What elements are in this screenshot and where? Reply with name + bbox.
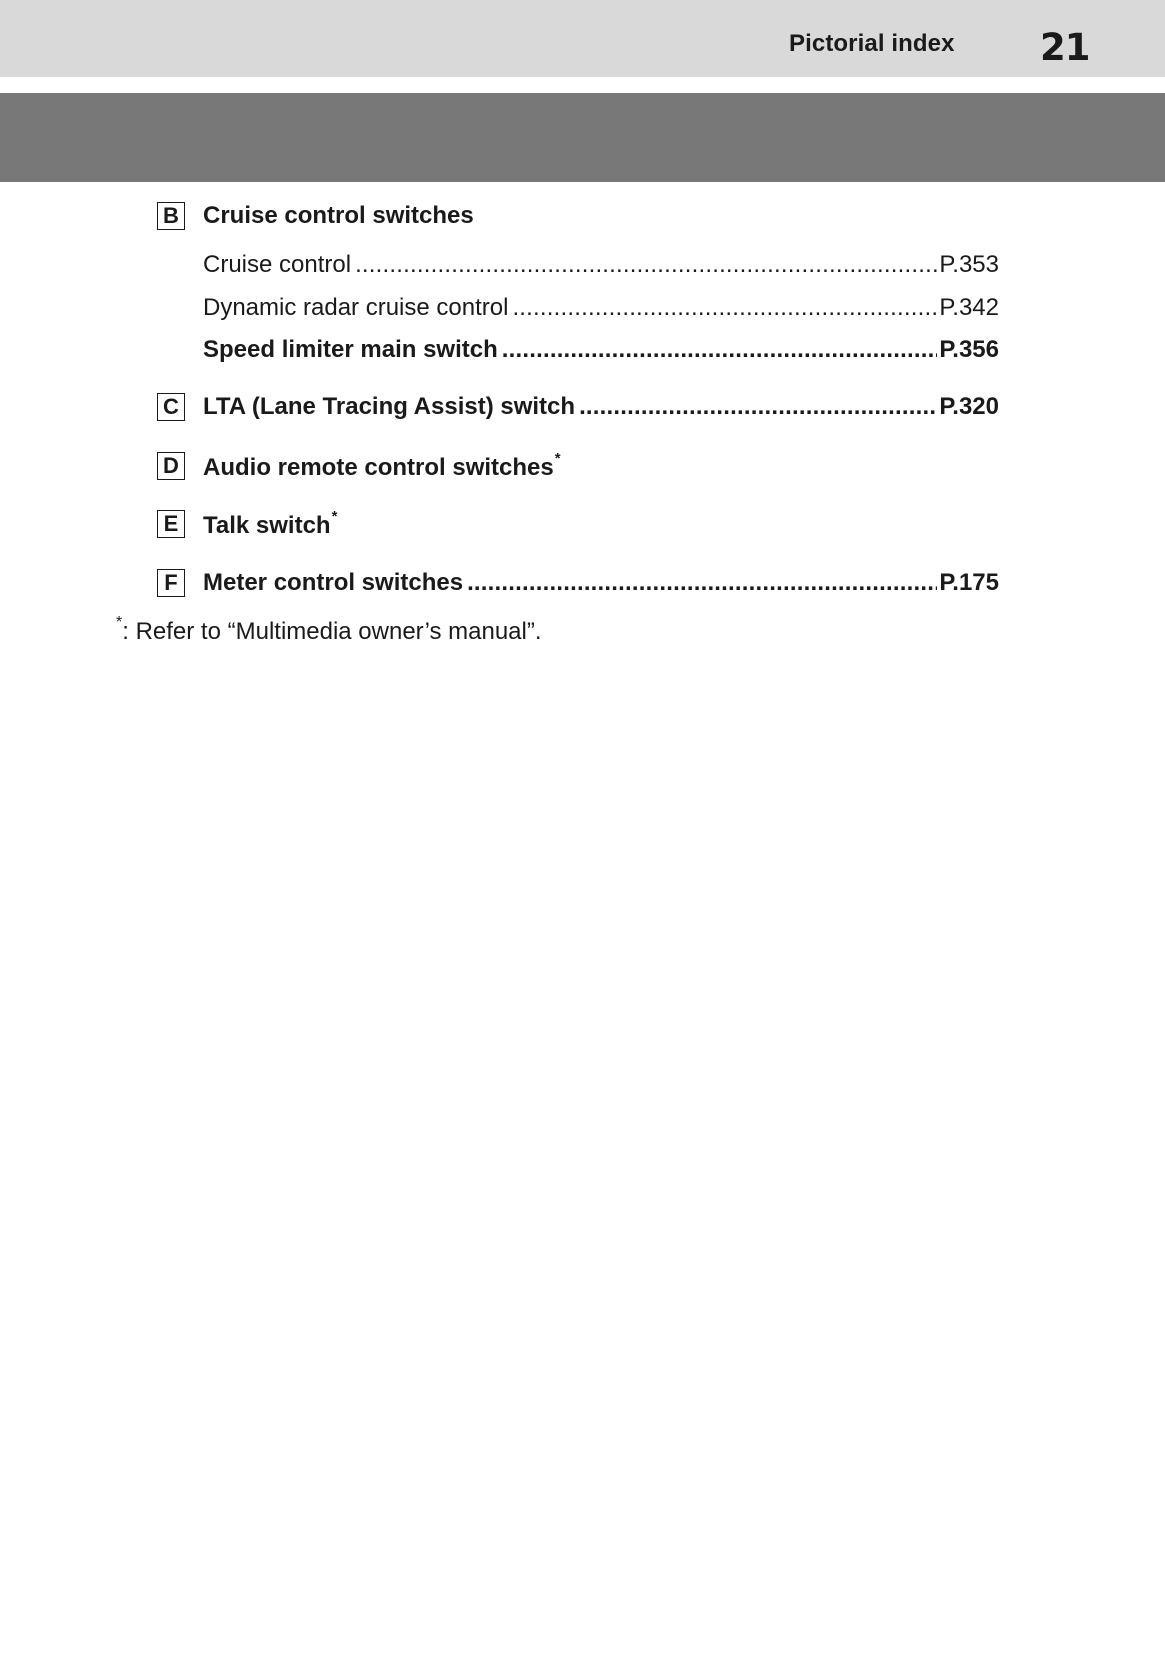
entry-label (203, 508, 337, 540)
leader-row (203, 393, 939, 421)
letter-badge: D (157, 452, 185, 480)
page-reference[interactable]: P.356 (939, 336, 999, 363)
leader-row (203, 569, 939, 597)
entry-label: LTA (Lane Tracing Assist) switch (203, 393, 576, 420)
illustration-band (0, 93, 1165, 182)
entry-label: Cruise control switches (203, 202, 474, 229)
entry-label (203, 450, 561, 482)
leader-row (203, 294, 939, 322)
footnote-mark: * (331, 508, 338, 525)
letter-badge: F (157, 569, 185, 597)
sub-entry-dynamic-radar-cruise-control[interactable] (203, 294, 999, 324)
page-reference[interactable]: P.342 (939, 294, 999, 321)
sub-entry-label: Cruise control (203, 251, 352, 278)
dot-leader (355, 251, 937, 279)
footnote-mark: * (554, 450, 561, 467)
sub-entry-label: Speed limiter main switch (203, 336, 498, 363)
index-entry-e (157, 509, 999, 539)
letter-badge: B (157, 202, 185, 230)
page-header-band (0, 0, 1165, 77)
sub-entry-label: Dynamic radar cruise control (203, 294, 509, 321)
entry-label: Meter control switches (203, 569, 464, 596)
footnote (116, 614, 542, 646)
footnote-text: : Refer to “Multimedia owner’s manual”. (122, 618, 542, 645)
index-entry-c[interactable] (157, 392, 999, 422)
leader-row (203, 251, 939, 279)
sub-entry-cruise-control[interactable] (203, 251, 999, 281)
letter-badge: E (157, 510, 185, 538)
page-reference[interactable]: P.353 (939, 251, 999, 278)
page-reference[interactable]: P.320 (939, 393, 999, 420)
dot-leader (502, 336, 938, 364)
index-entry-f[interactable] (157, 568, 999, 598)
letter-badge: C (157, 393, 185, 421)
entry-label-text: Talk switch (203, 512, 331, 539)
leader-row (203, 336, 939, 364)
page-number: 21 (1040, 26, 1090, 69)
footnote-mark: * (116, 614, 123, 631)
dot-leader (467, 569, 937, 597)
dot-leader (579, 393, 937, 421)
entry-label-text: Audio remote control switches (203, 454, 554, 481)
sub-entry-speed-limiter-main-switch[interactable] (203, 336, 999, 366)
dot-leader (512, 294, 937, 322)
page-reference[interactable]: P.175 (939, 569, 999, 596)
index-entry-b (157, 201, 999, 231)
index-entry-d (157, 451, 999, 481)
section-title: Pictorial index (789, 30, 955, 57)
